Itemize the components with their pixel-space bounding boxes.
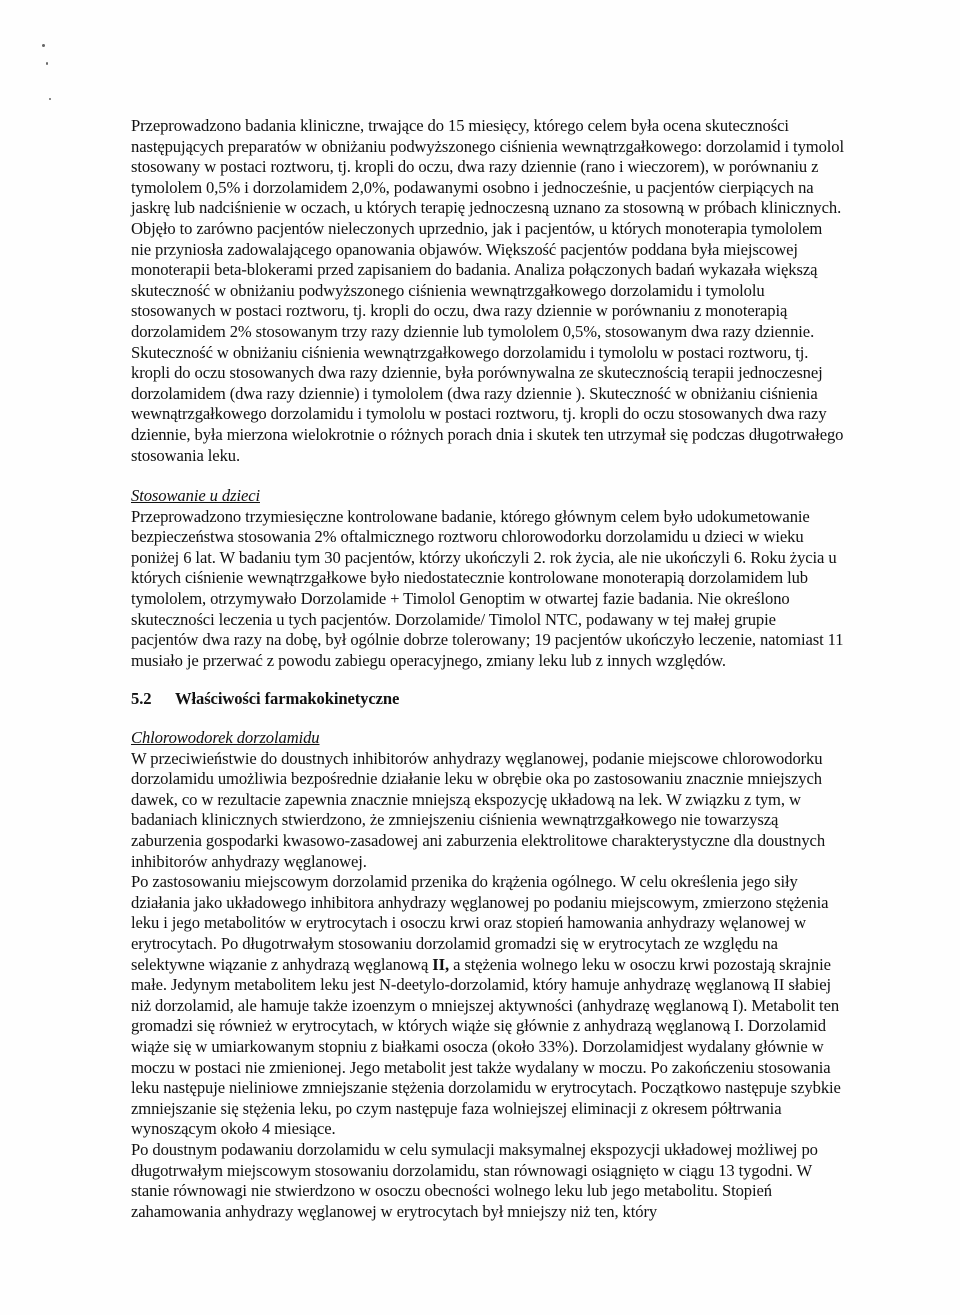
- pk-paragraph-3: Po doustnym podawaniu dorzolamidu w celu symulacji maksymalnej ekspozycji układowej możliwej po długotrwałym miejscowym stosowaniu dorzolamidu, stan równowagi osiągnięto w ciągu 13 tygodni. W stanie równowagi nie stwierdzono w osoczu obecności wolnego leku lub jego metabolitu. Stopień zahamowania anhydrazy węglanowej w erytrocytach był mniejszy niż ten, który: [131, 1139, 818, 1221]
- section-heading: [131, 689, 846, 710]
- pk-paragraph-2-part-a: Po zastosowaniu miejscowym dorzolamid przenika do krążenia ogólnego. W celu określenia jego siły działania jako układowego inhibitora anhydrazy węglanowej po podaniu miejscowym, zmierzono stężenia leku i jego metabolitów w erytrocytach i osoczu krwi oraz stopień hamowania anhydrazy węlanowej w erytrocytach. Po długotrwałym stosowaniu dorzolamid gromadzi się w erytrocytach ze względu na selektywne wiązanie z anhydrazą węglanową: [131, 872, 829, 974]
- pk-paragraph-2: [131, 872, 846, 1140]
- intro-paragraph: Przeprowadzono badania kliniczne, trwające do 15 miesięcy, którego celem była ocena skuteczności następujących preparatów w obniżaniu podwyższonego ciśnienia wewnątrzgałkowego: dorzolamid i tymolol stosowany w postaci roztworu, tj. kropli do oczu, dwa razy dziennie (rano i wieczorem), w porównaniu z tymololem 0,5% i dorzolamidem 2,0%, podawanymi osobno i jednocześnie, u pacjentów cierpiących na jaskrę lub nadciśnienie w oczach, u których terapię jednoczesną uznano za stosowną w próbach klinicznych. Objęło to zarówno pacjentów nieleczonych uprzednio, jak i pacjentów, u których monoterapia tymololem nie przyniosła zadowalającego opanowania objawów. Większość pacjentów poddana była miejscowej monoterapii beta-blokerami przed zapisaniem do badania. Analiza połączonych badań wykazała większą skuteczność w obniżaniu podwyższonego ciśnienia wewnątrzgałkowego dorzolamidu i tymololu stosowanych w postaci roztworu, tj. kropli do oczu, dwa razy dziennie w porównaniu z monoterapią dorzolamidem 2% stosowanym trzy razy dziennie lub tymololem 0,5%, stosowanym dwa razy dziennie. Skuteczność w obniżaniu ciśnienia wewnątrzgałkowego dorzolamidu i tymololu w postaci roztworu, tj. kropli do oczu stosowanych dwa razy dziennie, była porównywalna ze skutecznością terapii jednoczesnej dorzolamidem (dwa razy dziennie) i tymololem (dwa razy dziennie ). Skuteczność w obniżaniu ciśnienia wewnątrzgałkowego dorzolamidu i tymololu w postaci roztworu, tj. kropli do oczu stosowanych dwa razy dziennie, była mierzona wielokrotnie o różnych porach dnia i skutek ten utrzymał się podczas długotrwałego stosowania leku.: [131, 116, 844, 465]
- children-subheading: Stosowanie u dzieci: [131, 486, 260, 506]
- pk-paragraph-1: W przeciwieństwie do doustnych inhibitorów anhydrazy węglanowej, podanie miejscowe chlorowodorku dorzolamidu umożliwia bezpośrednie działanie leku w obrębie oka po zastosowaniu znacznie mniejszych dawek, co w rezultacie zapewnia znacznie mniejszą ekspozycję układową na lek. W związku z tym, w badaniach klinicznych stwierdzono, że zmniejszeniu ciśnienia wewnątrzgałkowego nie towarzyszą zaburzenia gospodarki kwasowo-zasadowej ani zaburzenia elektrolitowe charakterystyczne dla doustnych inhibitorów anhydrazy węglanowej.: [131, 748, 826, 871]
- section-title: Właściwości farmakokinetyczne: [175, 689, 400, 709]
- document-body: [131, 116, 846, 1222]
- pk-paragraph-2-bold: II,: [432, 954, 450, 974]
- children-paragraph: Przeprowadzono trzymiesięczne kontrolowane badanie, którego głównym celem było udokumetowanie bezpieczeństwa stosowania 2% oftalmicznego roztworu chlorowodorku dorzolamidu u dzieci w wieku poniżej 6 lat. W badaniu tym 30 pacjentów, którzy ukończyli 2. rok życia, ale nie ukończyli 6. Roku życia u których ciśnienie wewnątrzgałkowe było niedostatecznie kontrolowane monoterapią dorzolamidem lub tymololem, otrzymywało Dorzolamide + Timolol Genoptim w otwartej fazie badania. Nie określono skuteczności leczenia u tych pacjentów. Dorzolamide/ Timolol NTC, podawany w tej małej grupie pacjentów dwa razy na dobę, był ogólnie dobrze tolerowany; 19 pacjentów ukończyło leczenie, natomiast 11 musiało je przerwać z powodu zabiegu operacyjnego, zmiany leku lub z innych względów.: [131, 506, 844, 670]
- pk-paragraph-2-part-b: a stężenia wolnego leku w osoczu krwi pozostają skrajnie małe. Jedynym metabolitem leku jest N-deetylo-dorzolamid, który hamuje anhydrazę węglanową II słabiej niż dorzolamid, ale hamuje także izoenzym o mniejszej aktywności (anhydrazę węglanową I). Metabolit ten gromadzi się również w erytrocytach, w których wiąże się głównie z anhydrazą węglanową I. Dorzolamid wiąże się w umiarkowanym stopniu z białkami osocza (około 33%). Dorzolamidjest wydalany głównie w moczu w postaci nie zmienionej. Jego metabolit jest także wydalany w moczu. Po zakończeniu stosowania leku następuje nieliniowe zmniejszanie stężenia dorzolamidu w erytrocytach. Początkowo następuje szybkie zmniejszanie się stężenia leku, po czym następuje faza wolniejszej eliminacji z okresem półtrwania wynoszącym około 4 miesiące.: [131, 954, 841, 1139]
- section-number: 5.2: [131, 689, 152, 709]
- pk-subheading: Chlorowodorek dorzolamidu: [131, 728, 320, 748]
